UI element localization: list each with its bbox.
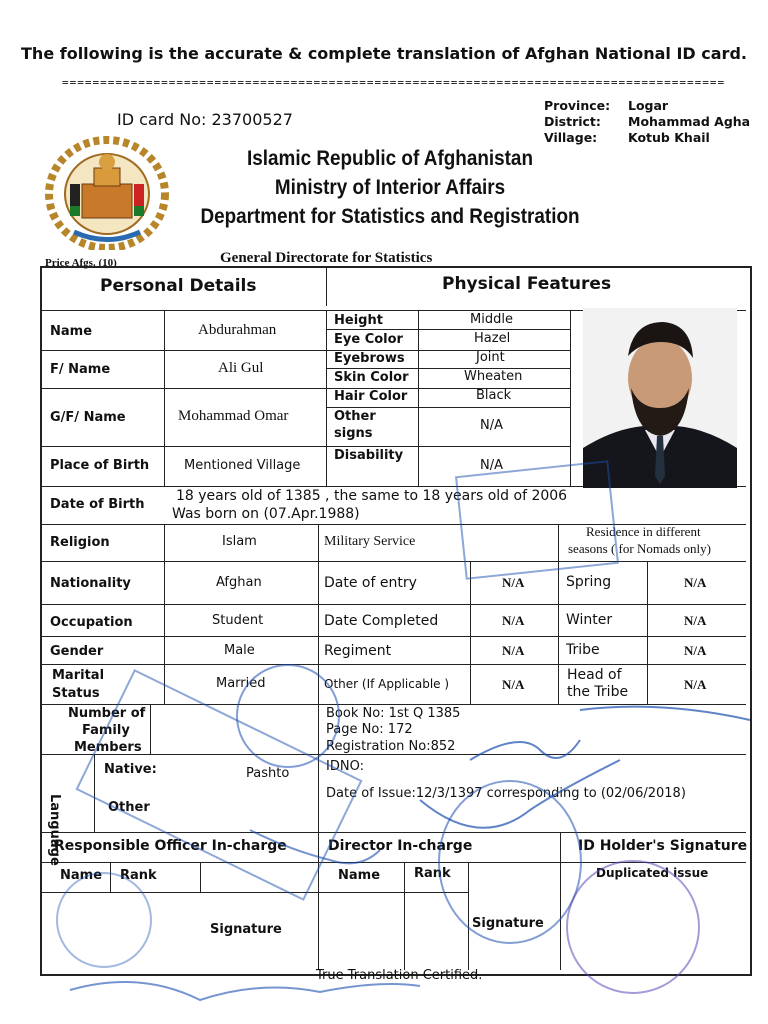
marital-label-2: Status bbox=[52, 686, 100, 701]
grandfather-name-value: Mohammad Omar bbox=[178, 408, 289, 424]
district-value: Mohammad Agha bbox=[628, 114, 751, 129]
disability-label: Disability bbox=[334, 448, 404, 463]
military-service-label: Military Service bbox=[324, 534, 416, 549]
winter-value: N/A bbox=[684, 613, 707, 628]
dob-value-line1: 18 years old of 1385 , the same to 18 years old of 2006 bbox=[176, 488, 568, 504]
date-of-birth-label: Date of Birth bbox=[50, 497, 145, 512]
winter-label: Winter bbox=[566, 612, 613, 628]
book-number: Book No: 1st Q 1385 bbox=[326, 706, 461, 721]
price-label: Price Afgs. (10) bbox=[45, 257, 117, 269]
director-name-label: Name bbox=[338, 868, 381, 883]
province-label: Province: bbox=[544, 98, 611, 113]
place-of-birth-label: Place of Birth bbox=[50, 458, 150, 473]
height-value: Middle bbox=[470, 312, 513, 327]
date-completed-value: N/A bbox=[502, 613, 525, 628]
tribe-value: N/A bbox=[684, 643, 707, 658]
officer-signature-label: Signature bbox=[210, 922, 282, 937]
eyebrows-value: Joint bbox=[476, 350, 505, 365]
director-signature-label: Signature bbox=[472, 916, 544, 931]
head-of-tribe-label-2: the Tribe bbox=[567, 684, 629, 700]
eyebrows-label: Eyebrows bbox=[334, 351, 405, 366]
place-of-birth-value: Mentioned Village bbox=[184, 458, 301, 473]
other-signs-label-1: Other bbox=[334, 409, 376, 424]
responsible-officer-label: Responsible Officer In-charge bbox=[54, 838, 287, 854]
gender-value: Male bbox=[224, 643, 255, 658]
personal-details-heading: Personal Details bbox=[100, 276, 257, 296]
registration-number: Registration No:852 bbox=[326, 739, 456, 754]
signature-ink bbox=[60, 700, 750, 1020]
spring-label: Spring bbox=[566, 574, 612, 590]
duplicated-issue-label: Duplicated issue bbox=[596, 866, 709, 880]
name-label: Name bbox=[50, 324, 93, 339]
tribe-label: Tribe bbox=[566, 642, 600, 658]
residence-label-2: seasons ( for Nomads only) bbox=[568, 541, 711, 556]
page-number: Page No: 172 bbox=[326, 722, 413, 737]
residence-label-1: Residence in different bbox=[586, 524, 701, 539]
afghan-emblem-icon bbox=[44, 132, 170, 250]
nationality-value: Afghan bbox=[216, 575, 262, 590]
org-title-1: Islamic Republic of Afghanistan bbox=[246, 147, 534, 170]
district-label: District: bbox=[544, 114, 601, 129]
family-label-1: Number of bbox=[68, 706, 146, 721]
directorate-title: General Directorate for Statistics bbox=[220, 250, 433, 266]
height-label: Height bbox=[334, 313, 383, 328]
regiment-label: Regiment bbox=[324, 643, 392, 659]
location-block bbox=[544, 98, 750, 146]
regiment-value: N/A bbox=[502, 643, 525, 658]
father-name-value: Ali Gul bbox=[218, 360, 264, 376]
other-signs-label-2: signs bbox=[334, 426, 373, 441]
language-label: Language bbox=[47, 794, 62, 866]
native-value: Pashto bbox=[246, 766, 290, 781]
family-label-3: Members bbox=[74, 740, 142, 755]
province-value: Logar bbox=[628, 98, 669, 113]
idno-label: IDNO: bbox=[326, 759, 364, 774]
physical-features-heading: Physical Features bbox=[442, 274, 612, 294]
director-label: Director In-charge bbox=[328, 838, 473, 854]
native-label: Native: bbox=[104, 762, 157, 777]
registry-stamp bbox=[455, 460, 619, 580]
nationality-label: Nationality bbox=[50, 576, 131, 591]
village-label: Village: bbox=[544, 130, 598, 145]
family-label-2: Family bbox=[82, 723, 130, 738]
other-applicable-value: N/A bbox=[502, 677, 525, 692]
skin-color-value: Wheaten bbox=[464, 369, 523, 384]
other-applicable-label: Other (If Applicable ) bbox=[324, 677, 450, 691]
religion-value: Islam bbox=[222, 534, 257, 549]
village-value: Kotub Khail bbox=[628, 130, 710, 145]
date-of-entry-value: N/A bbox=[502, 575, 525, 590]
org-title-2: Ministry of Interior Affairs bbox=[274, 176, 506, 199]
eye-color-value: Hazel bbox=[474, 331, 511, 346]
dob-value-line2: Was born on (07.Apr.1988) bbox=[172, 506, 360, 522]
marital-label-1: Marital bbox=[52, 668, 105, 683]
marital-value: Married bbox=[216, 676, 266, 691]
religion-label: Religion bbox=[50, 535, 110, 550]
hair-color-value: Black bbox=[476, 388, 512, 403]
occupation-label: Occupation bbox=[50, 615, 133, 630]
holder-signature-label: ID Holder's Signature bbox=[578, 838, 748, 854]
date-of-issue: Date of Issue:12/3/1397 corresponding to (02/06/2018) bbox=[326, 786, 686, 801]
translation-header: The following is the accurate & complete translation of Afghan National ID card. bbox=[21, 44, 747, 63]
other-signs-value: N/A bbox=[480, 418, 503, 433]
skin-color-label: Skin Color bbox=[334, 370, 409, 385]
director-rank-label: Rank bbox=[414, 866, 451, 881]
head-of-tribe-value: N/A bbox=[684, 677, 707, 692]
name-value: Abdurahman bbox=[198, 322, 277, 338]
date-of-entry-label: Date of entry bbox=[324, 575, 417, 591]
occupation-value: Student bbox=[212, 613, 264, 628]
head-of-tribe-label-1: Head of bbox=[567, 667, 622, 683]
officer-rank-label: Rank bbox=[120, 868, 157, 883]
separator-rule: ======================================================================================= bbox=[62, 76, 726, 89]
officer-name-label: Name bbox=[60, 868, 103, 883]
id-card-number: ID card No: 23700527 bbox=[117, 110, 293, 129]
grandfather-name-label: G/F/ Name bbox=[50, 410, 126, 425]
date-completed-label: Date Completed bbox=[324, 613, 439, 629]
org-title-3: Department for Statistics and Registration bbox=[200, 205, 580, 228]
gender-label: Gender bbox=[50, 644, 104, 659]
disability-value: N/A bbox=[480, 458, 503, 473]
hair-color-label: Hair Color bbox=[334, 389, 408, 404]
eye-color-label: Eye Color bbox=[334, 332, 403, 347]
other-language-label: Other bbox=[108, 800, 150, 815]
father-name-label: F/ Name bbox=[50, 362, 111, 377]
certification-footer: True Translation Certified. bbox=[316, 968, 483, 983]
spring-value: N/A bbox=[684, 575, 707, 590]
